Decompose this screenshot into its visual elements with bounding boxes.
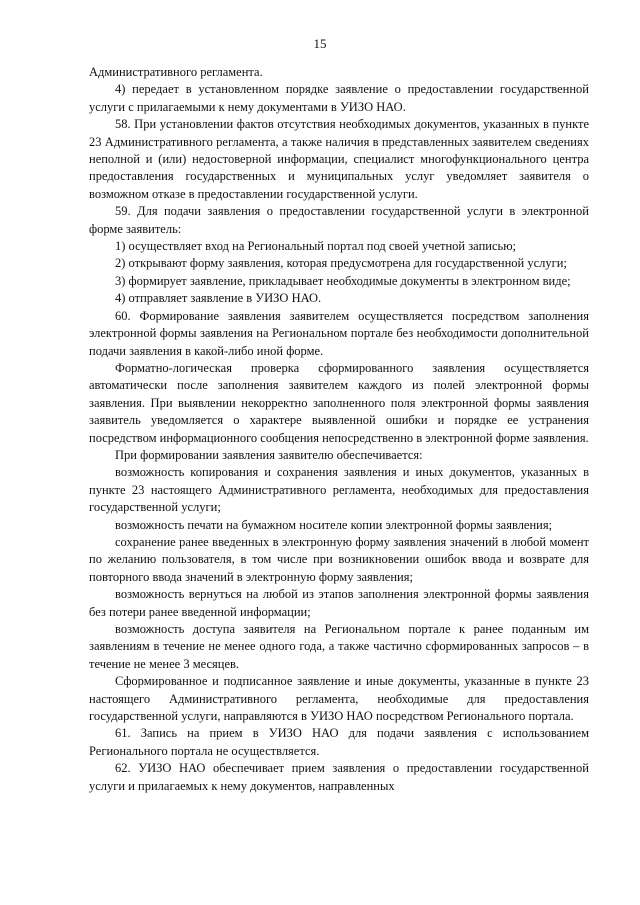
paragraph-item-4-transfer: 4) передает в установленном порядке заявление о предоставлении государственной услуги с прилагаемыми к нему документами в УИЗО НАО. (89, 82, 589, 114)
paragraph-60: 60. Формирование заявления заявителем осуществляется посредством заполнения электронной формы заявления на Региональном портале без необходимости дополнительной подачи заявления в какой-либо иной форме. (89, 308, 589, 358)
document-body (89, 64, 589, 795)
paragraph-59-item-3: 3) формирует заявление, прикладывает необходимые документы в электронном виде; (115, 273, 571, 288)
paragraph-62: 62. УИЗО НАО обеспечивает прием заявления о предоставлении государственной услуги и прилагаемых к нему документов, направленных (89, 761, 589, 793)
page-number: 15 (313, 36, 327, 51)
paragraph-58: 58. При установлении фактов отсутствия необходимых документов, указанных в пункте 23 Административного регламента, а также наличия в представленных заявителем сведениях неполной и (или) недостоверной информации, специалист многофункционального центра предоставления государственных и муниципальных услуг уведомляет заявителя о возможном отказе в предоставлении государственной услуги. (89, 117, 589, 201)
paragraph-save-values: сохранение ранее введенных в электронную форму заявления значений в любой момент по желанию пользователя, в том числе при возникновении ошибок ввода и возврате для повторного ввода значений в электронную форму заявления; (89, 534, 589, 584)
paragraph-59-item-2: 2) открывают форму заявления, которая предусмотрена для государственной услуги; (115, 256, 567, 271)
paragraph-form-provides: При формировании заявления заявителю обеспечивается: (115, 447, 423, 462)
paragraph-copy-save: возможность копирования и сохранения заявления и иных документов, указанных в пункте 23 настоящего Административного регламента, необходимых для предоставления государственной услуги; (89, 465, 589, 515)
paragraph-59-item-1: 1) осуществляет вход на Региональный портал под своей учетной записью; (115, 239, 517, 254)
paragraph-format-check: Форматно-логическая проверка сформированного заявления осуществляется автоматически после заполнения заявителем каждого из полей электронной формы заявления. При выявлении некорректно заполненного поля электронной формы заявления заявитель уведомляется о характере выявленной ошибки и порядке ее устранения посредством информационного сообщения непосредственно в электронной форме заявления. (89, 360, 589, 445)
paragraph-59-item-4: 4) отправляет заявление в УИЗО НАО. (115, 291, 322, 306)
paragraph-access-history: возможность доступа заявителя на Региональном портале к ранее поданным им заявлениям в течение не менее одного года, а также частично сформированных запросов – в течение не менее 3 месяцев. (89, 622, 589, 671)
paragraph-continuation: Административного регламента. (89, 65, 263, 79)
paragraph-61: 61. Запись на прием в УИЗО НАО для подачи заявления с использованием Регионального портала не осуществляется. (89, 726, 589, 758)
paragraph-return-stage: возможность вернуться на любой из этапов заполнения электронной формы заявления без потери ранее введенной информации; (89, 587, 589, 619)
paragraph-print: возможность печати на бумажном носителе копии электронной формы заявления; (115, 517, 553, 532)
paragraph-signed-application: Сформированное и подписанное заявление и иные документы, указанные в пункте 23 настоящего Административного регламента, необходимые для предоставления государственной услуги, направляются в УИЗО НАО посредством Регионального портала. (89, 674, 589, 724)
paragraph-59: 59. Для подачи заявления о предоставлении государственной услуги в электронной форме заявитель: (89, 204, 589, 236)
